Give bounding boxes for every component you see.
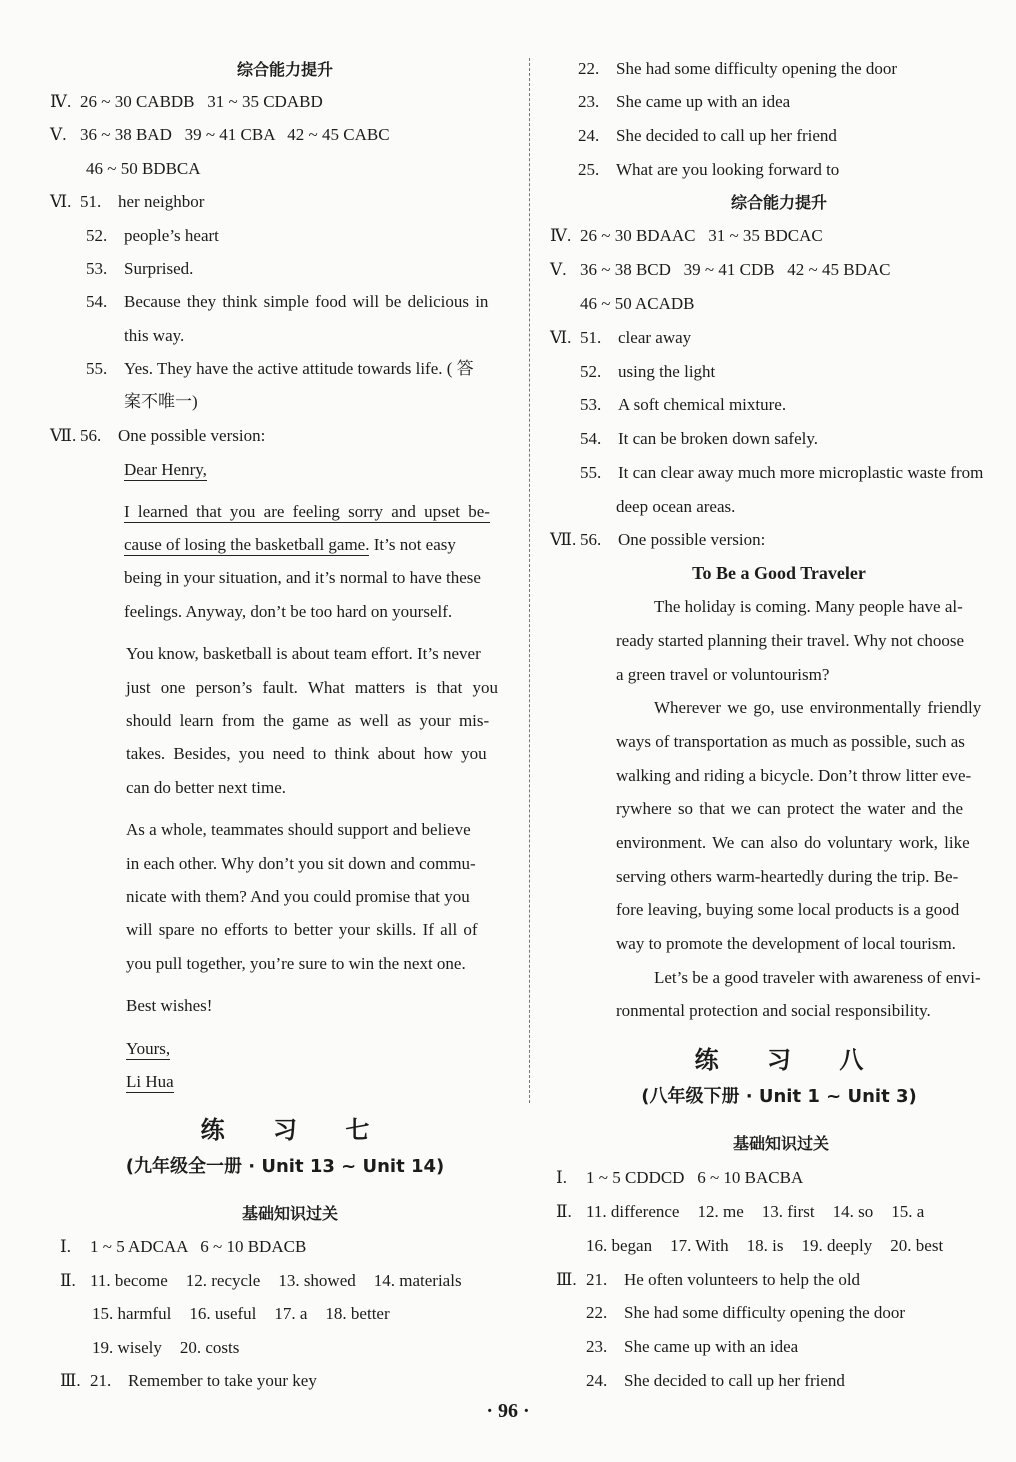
essay-line: fore leaving, buying some local products is a good [616,900,960,919]
column-divider [529,58,530,1103]
letter-yours: Yours, [126,1039,171,1058]
answer-line: Ⅱ. 11. difference 12. me 13. first 14. so 15. a [556,1202,925,1221]
exercise-title: 练 习 八 [694,1046,884,1074]
letter-line: feelings. Anyway, don’t be too hard on yourself. [124,602,453,621]
exercise-subtitle: (八年级下册 · Unit 1 ~ Unit 3) [641,1086,917,1107]
answer-line: 53. A soft chemical mixture. [580,395,787,414]
answer-line: 22. She had some difficulty opening the door [578,59,898,78]
answer-line: Ⅳ. 26 ~ 30 BDAAC 31 ~ 35 BDCAC [550,226,823,245]
answer-line: 46 ~ 50 ACADB [580,294,695,313]
answer-line: 15. harmful 16. useful 17. a 18. better [92,1304,390,1323]
essay-line: The holiday is coming. Many people have al- [654,597,963,616]
essay-line: serving others warm-heartedly during the trip. Be- [616,867,959,886]
essay-line: a green travel or voluntourism? [616,665,830,684]
exercise-title: 练 习 七 [200,1116,390,1144]
answer-line: Ⅶ. 56. One possible version: [550,530,766,549]
essay-line: ways of transportation as much as possible, such as [616,732,965,751]
essay-line: ronmental protection and social responsibility. [616,1001,931,1020]
letter-line: I learned that you are feeling sorry and upset be- [124,502,490,521]
exercise-subtitle: (九年级全一册 · Unit 13 ~ Unit 14) [125,1156,445,1177]
essay-line: environment. We can also do voluntary work, like [616,833,970,852]
answer-line: Ⅲ. 21. He often volunteers to help the old [556,1270,861,1289]
letter-line: nicate with them? And you could promise that you [126,887,470,906]
letter-line: can do better next time. [126,778,287,797]
answer-line: 23. She came up with an idea [586,1337,799,1356]
letter-signature: Li Hua [126,1072,174,1091]
section-title: 基础知识过关 [241,1204,338,1223]
essay-title: To Be a Good Traveler [692,563,866,583]
letter-line: being in your situation, and it’s normal to have these [124,568,481,587]
answer-line: 24. She decided to call up her friend [586,1371,845,1390]
letter-closing: Best wishes! [126,996,213,1015]
answer-line: 25. What are you looking forward to [578,160,840,179]
letter-line: just one person’s fault. What matters is that you [126,678,499,697]
section-title: 综合能力提升 [236,60,333,79]
answer-line: Ⅰ. 1 ~ 5 ADCAA 6 ~ 10 BDACB [60,1237,307,1256]
essay-line: rywhere so that we can protect the water and the [616,799,963,818]
essay-line: walking and riding a bicycle. Don’t throw litter eve- [616,766,972,785]
answer-line: this way. [124,326,185,345]
answer-line: Ⅴ. 36 ~ 38 BAD 39 ~ 41 CBA 42 ~ 45 CABC [50,125,390,144]
answer-line: 55. Yes. They have the active attitude towards life. ( 答 [86,359,474,378]
answer-line: 55. It can clear away much more microplastic waste from [580,463,984,482]
letter-line: cause of losing the basketball game. It’s not easy [124,535,456,554]
section-title: 基础知识过关 [732,1134,829,1153]
answer-line: Ⅰ. 1 ~ 5 CDDCD 6 ~ 10 BACBA [556,1168,804,1187]
answer-line: Ⅱ. 11. become 12. recycle 13. showed 14. materials [60,1271,462,1290]
answer-line: Ⅲ. 21. Remember to take your key [60,1371,317,1390]
letter-line: As a whole, teammates should support and believe [126,820,471,839]
answer-line: 52. using the light [580,362,716,381]
answer-line: 46 ~ 50 BDBCA [86,159,201,178]
answer-line: 54. Because they think simple food will be delicious in [86,292,489,311]
answer-line: Ⅶ. 56. One possible version: [50,426,266,445]
answer-line: 16. began 17. With 18. is 19. deeply 20. best [586,1236,944,1255]
letter-line: will spare no efforts to better your skills. If all of [126,920,478,939]
answer-line: 54. It can be broken down safely. [580,429,818,448]
letter-line: in each other. Why don’t you sit down and commu- [126,854,476,873]
essay-line: Let’s be a good traveler with awareness of envi- [654,968,981,987]
essay-line: way to promote the development of local tourism. [616,934,956,953]
page-number: · 96 · [486,1400,530,1422]
answer-line: 24. She decided to call up her friend [578,126,837,145]
answer-line: 22. She had some difficulty opening the door [586,1303,906,1322]
letter-line: should learn from the game as well as your mis- [126,711,490,730]
essay-line: Wherever we go, use environmentally friendly [654,698,982,717]
answer-line: deep ocean areas. [616,497,736,516]
answer-line: Ⅵ. 51. her neighbor [50,192,205,211]
letter-line: takes. Besides, you need to think about how you [126,744,487,763]
answer-line: Ⅳ. 26 ~ 30 CABDB 31 ~ 35 CDABD [50,92,323,111]
answer-line: 23. She came up with an idea [578,92,791,111]
answer-line: 案不唯一) [124,392,198,411]
answer-line: 19. wisely 20. costs [92,1338,240,1357]
answer-line: Ⅴ. 36 ~ 38 BCD 39 ~ 41 CDB 42 ~ 45 BDAC [550,260,891,279]
essay-line: ready started planning their travel. Why not choose [616,631,965,650]
letter-line: you pull together, you’re sure to win the next one. [126,954,466,973]
answer-line: 52. people’s heart [86,226,219,245]
letter-line: You know, basketball is about team effort. It’s never [126,644,481,663]
section-title: 综合能力提升 [730,193,827,212]
letter-greeting: Dear Henry, [124,460,207,479]
answer-line: 53. Surprised. [86,259,194,278]
answer-line: Ⅵ. 51. clear away [550,328,692,347]
